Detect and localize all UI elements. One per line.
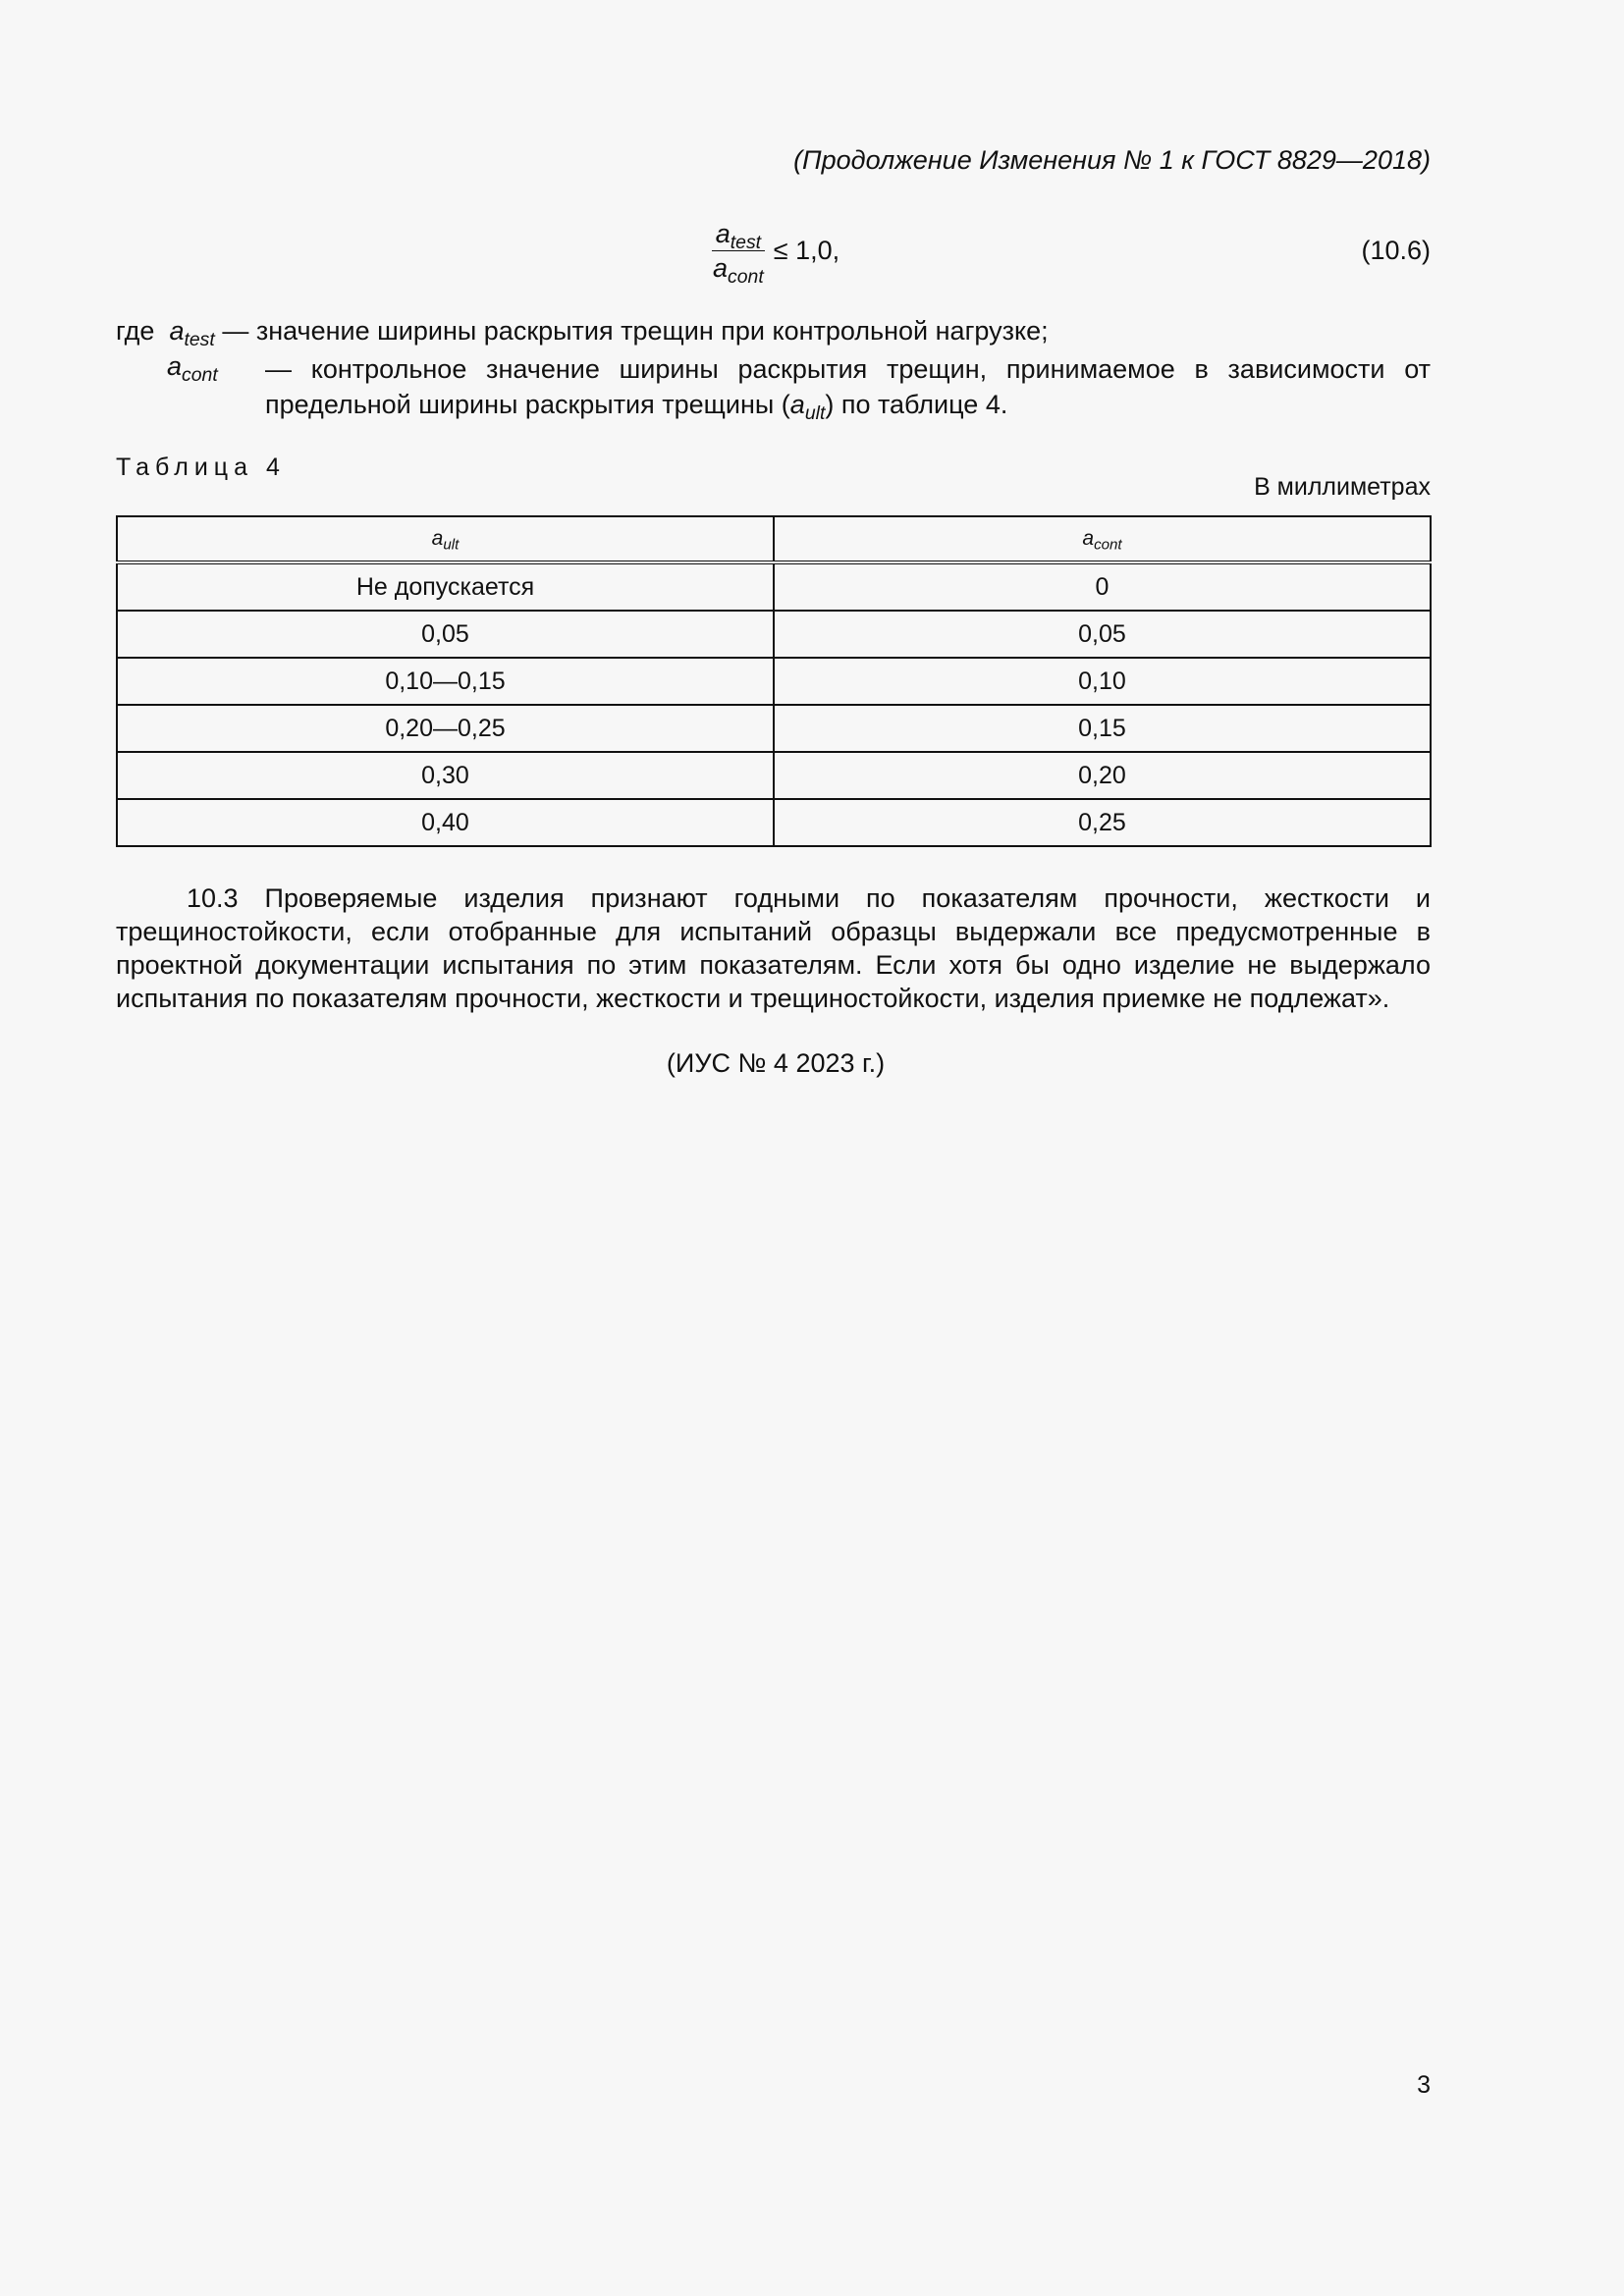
table-row — [117, 658, 1431, 705]
cell-a-ult: 0,40 — [117, 799, 774, 846]
definition-a-cont-text: — контрольное значение ширины раскрытия трещин, принимаемое в зависимости от предельной ширины раскрытия трещины $(a_{ult})$ по таблице 4. — [265, 354, 1431, 424]
table-row — [117, 752, 1431, 799]
header-a-ult: $a_{ult}$ — [117, 516, 774, 562]
fraction-denominator: $a_{cont}$ — [713, 253, 764, 288]
formula-10-6 — [709, 219, 840, 288]
definition-a-test — [116, 316, 1431, 350]
cell-a-ult: 0,20—0,25 — [117, 705, 774, 752]
table-row — [117, 562, 1431, 611]
equation-number: (10.6) — [1361, 236, 1431, 265]
table-header-row — [117, 516, 1431, 562]
definition-a-cont — [167, 351, 1431, 422]
header-a-cont: $a_{cont}$ — [774, 516, 1431, 562]
cell-a-cont: 0,20 — [774, 752, 1431, 799]
table-label: Таблица 4 — [116, 454, 286, 481]
cell-a-ult: 0,30 — [117, 752, 774, 799]
table-unit: В миллиметрах — [1254, 473, 1431, 501]
source-reference: (ИУС № 4 2023 г.) — [666, 1048, 886, 1078]
symbol-a-cont: $a_{cont}$ — [167, 351, 218, 386]
cell-a-cont: 0,25 — [774, 799, 1431, 846]
formula-relation: ≤ 1,0, — [773, 236, 840, 265]
running-header: (Продолжение Изменения № 1 к ГОСТ 8829—2018) — [793, 145, 1431, 175]
definition-a-test-text: — значение ширины раскрытия трещин при контрольной нагрузке; — [222, 316, 1049, 346]
table-4 — [116, 515, 1432, 847]
table-row — [117, 705, 1431, 752]
cell-a-cont: 0 — [774, 562, 1431, 611]
fraction-numerator: $a_{test}$ — [712, 220, 765, 251]
symbol-a-test: $a_{test}$ — [169, 316, 215, 350]
cell-a-cont: 0,05 — [774, 611, 1431, 658]
cell-a-ult: 0,05 — [117, 611, 774, 658]
definition-lead-word: где — [116, 316, 155, 346]
cell-a-cont: 0,15 — [774, 705, 1431, 752]
table-row — [117, 611, 1431, 658]
clause-10-3 — [116, 881, 1431, 1015]
cell-a-ult: Не допускается — [117, 562, 774, 611]
cell-a-ult: 0,10—0,15 — [117, 658, 774, 705]
table-row — [117, 799, 1431, 846]
page-number: 3 — [1417, 2071, 1431, 2099]
cell-a-cont: 0,10 — [774, 658, 1431, 705]
clause-10-3-text: 10.3 Проверяемые изделия признают годными по показателям прочности, жесткости и трещиностойкости, если отобранные для испытаний образцы выдержали все предусмотренные в проектной документации испытания по этим показателям. Если хотя бы одно изделие не выдержало испытания по показателям прочности, жесткости и трещиностойкости, изделия приемке не подлежат». — [116, 883, 1431, 1013]
formula-fraction — [709, 219, 768, 288]
